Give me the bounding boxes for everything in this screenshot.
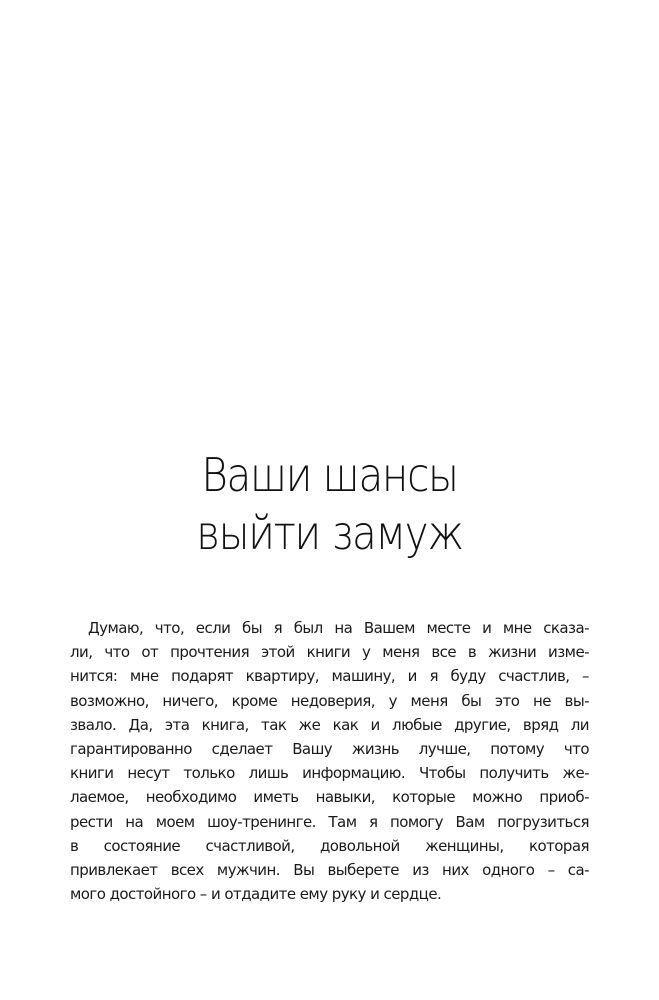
paragraph-line: в состояние счастливой, довольной женщины, которая <box>70 836 589 855</box>
paragraph-line: Думаю, что, если бы я был на Вашем месте и мне сказа- <box>88 619 589 637</box>
paragraph-line: лаемое, необходимо иметь навыки, которые можно приоб- <box>70 788 589 807</box>
chapter-title <box>0 446 659 562</box>
paragraph-line: рести на моем шоу-тренинге. Там я помогу Вам погрузиться <box>70 812 589 831</box>
paragraph-line: ли, что от прочтения этой книги у меня все в жизни изме- <box>70 643 589 662</box>
chapter-title-line-1: Ваши шансы <box>201 448 458 502</box>
paragraph-line: книги несут только лишь информацию. Чтобы получить же- <box>70 764 589 783</box>
body-paragraph <box>70 616 589 906</box>
paragraph-line: гарантированно сделает Вашу жизнь лучше, потому что <box>70 740 589 759</box>
paragraph-line: звало. Да, эта книга, так же как и любые другие, вряд ли <box>70 715 589 734</box>
chapter-title-line-2: выйти замуж <box>196 506 463 560</box>
paragraph-line: возможно, ничего, кроме недоверия, у меня бы это не вы- <box>70 691 589 710</box>
paragraph-line: мого достойного – и отдадите ему руку и сердце. <box>70 885 442 904</box>
paragraph-line: привлекает всех мужчин. Вы выберете из них одного – са- <box>70 861 589 880</box>
paragraph-line: нится: мне подарят квартиру, машину, и я буду счастлив, – <box>70 667 589 686</box>
